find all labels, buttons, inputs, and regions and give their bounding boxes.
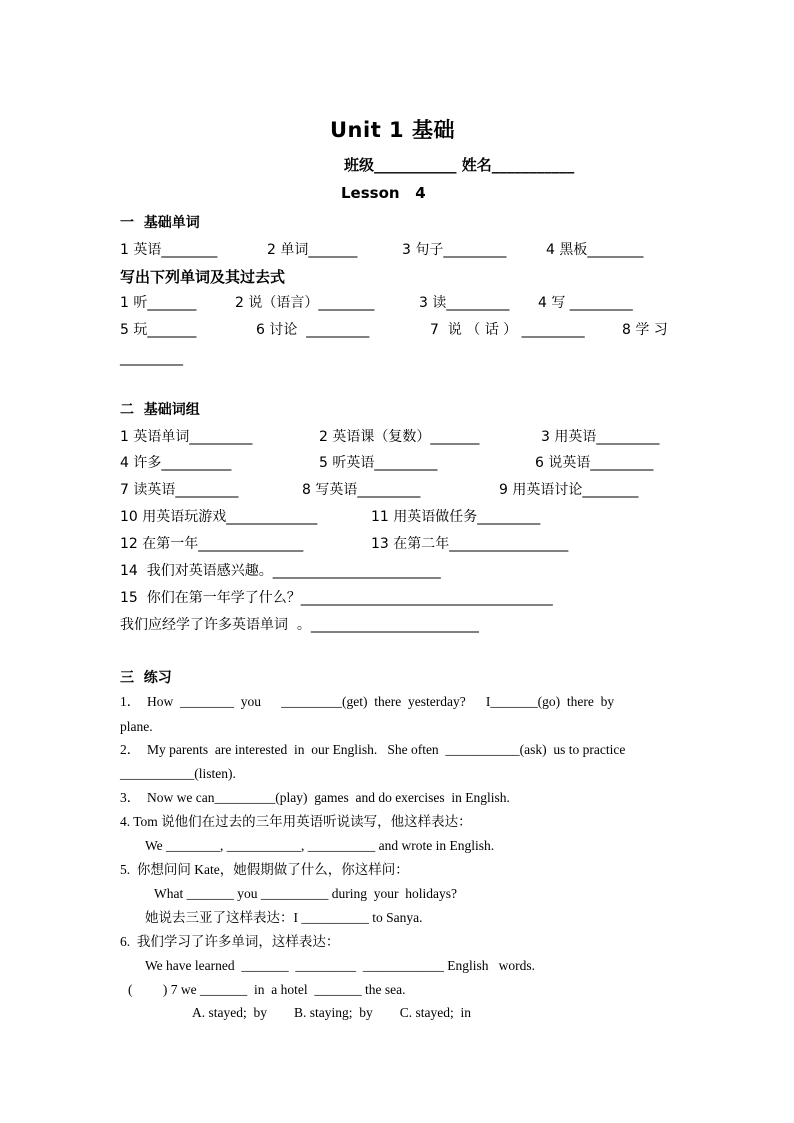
exercise-q1-cont: plane. — [120, 719, 153, 734]
exercise-q3: 3． Now we can_________(play) games and do exercises in English. — [120, 790, 510, 805]
word-item: 3 读_________ — [419, 295, 510, 311]
word-item: 4 黑板________ — [546, 242, 644, 258]
exercise-q4: 4. Tom 说他们在过去的三年用英语听说读写，他这样表达： — [120, 814, 472, 829]
word-item: 2 单词_______ — [267, 242, 358, 258]
sentence-item: 15 你们在第一年学了什么？____________________________________ — [120, 590, 553, 606]
phrase-item: 12 在第一年_______________ — [120, 536, 304, 552]
page-title: Unit 1 基础 — [330, 118, 455, 142]
exercise-q7: ( ) 7 we _______ in a hotel _______ the sea. — [128, 982, 406, 997]
section1-heading: 一 基础单词 — [120, 215, 200, 231]
exercise-q4-answer: We ________, ___________, __________ and wrote in English. — [145, 838, 495, 853]
exercise-q5: 5. 你想问问 Kate，她假期做了什么，你这样问： — [120, 862, 409, 877]
word-item: 1 听_______ — [120, 295, 197, 311]
word-blank: _________ — [120, 350, 183, 366]
exercise-q7-options: A. stayed; by B. staying; by C. stayed; in — [192, 1005, 471, 1020]
phrase-item: 9 用英语讨论________ — [499, 482, 639, 498]
word-item: 5 玩_______ — [120, 322, 197, 338]
phrase-item: 2 英语课（复数）_______ — [319, 429, 480, 445]
phrase-item: 10 用英语玩游戏_____________ — [120, 509, 318, 525]
word-item: 8 学 习 — [622, 322, 668, 338]
phrase-item: 8 写英语_________ — [302, 482, 421, 498]
phrase-item: 4 许多__________ — [120, 455, 232, 471]
phrase-item: 5 听英语_________ — [319, 455, 438, 471]
phrase-item: 11 用英语做任务_________ — [371, 509, 541, 525]
phrase-item: 1 英语单词_________ — [120, 429, 253, 445]
class-name-line: 班级___________ 姓名___________ — [344, 156, 575, 174]
exercise-q2: 2． My parents are interested in our English. She often ___________(ask) us to practice — [120, 742, 626, 757]
exercise-q1: 1． How ________ you _________(get) there yesterday? I_______(go) there by — [120, 694, 615, 709]
sentence-item: 14 我们对英语感兴趣。________________________ — [120, 563, 441, 579]
exercise-q2-cont: ___________(listen). — [120, 766, 236, 781]
section2-heading: 二 基础词组 — [120, 402, 200, 418]
exercise-q5-answer: 她说去三亚了这样表达：I __________ to Sanya. — [145, 910, 423, 925]
phrase-item: 6 说英语_________ — [535, 455, 654, 471]
exercise-q5-question: What _______ you __________ during your holidays? — [154, 886, 457, 901]
section1-subheading: 写出下列单词及其过去式 — [120, 268, 286, 286]
word-item: 2 说（语言）________ — [235, 295, 375, 311]
phrase-item: 13 在第二年_________________ — [371, 536, 569, 552]
sentence-item: 我们应经学了许多英语单词 。________________________ — [120, 617, 479, 633]
exercise-q6-answer: We have learned _______ _________ ____________ English words. — [145, 958, 535, 973]
word-item: 7 说 （ 话 ） _________ — [430, 322, 585, 338]
lesson-label: Lesson 4 — [341, 184, 426, 202]
section3-heading: 三 练习 — [120, 670, 172, 686]
word-item: 1 英语________ — [120, 242, 218, 258]
word-item: 4 写 _________ — [538, 295, 633, 311]
exercise-q6: 6. 我们学习了许多单词，这样表达： — [120, 934, 340, 949]
phrase-item: 7 读英语_________ — [120, 482, 239, 498]
word-item: 6 讨论 _________ — [256, 322, 370, 338]
word-item: 3 句子_________ — [402, 242, 507, 258]
phrase-item: 3 用英语_________ — [541, 429, 660, 445]
